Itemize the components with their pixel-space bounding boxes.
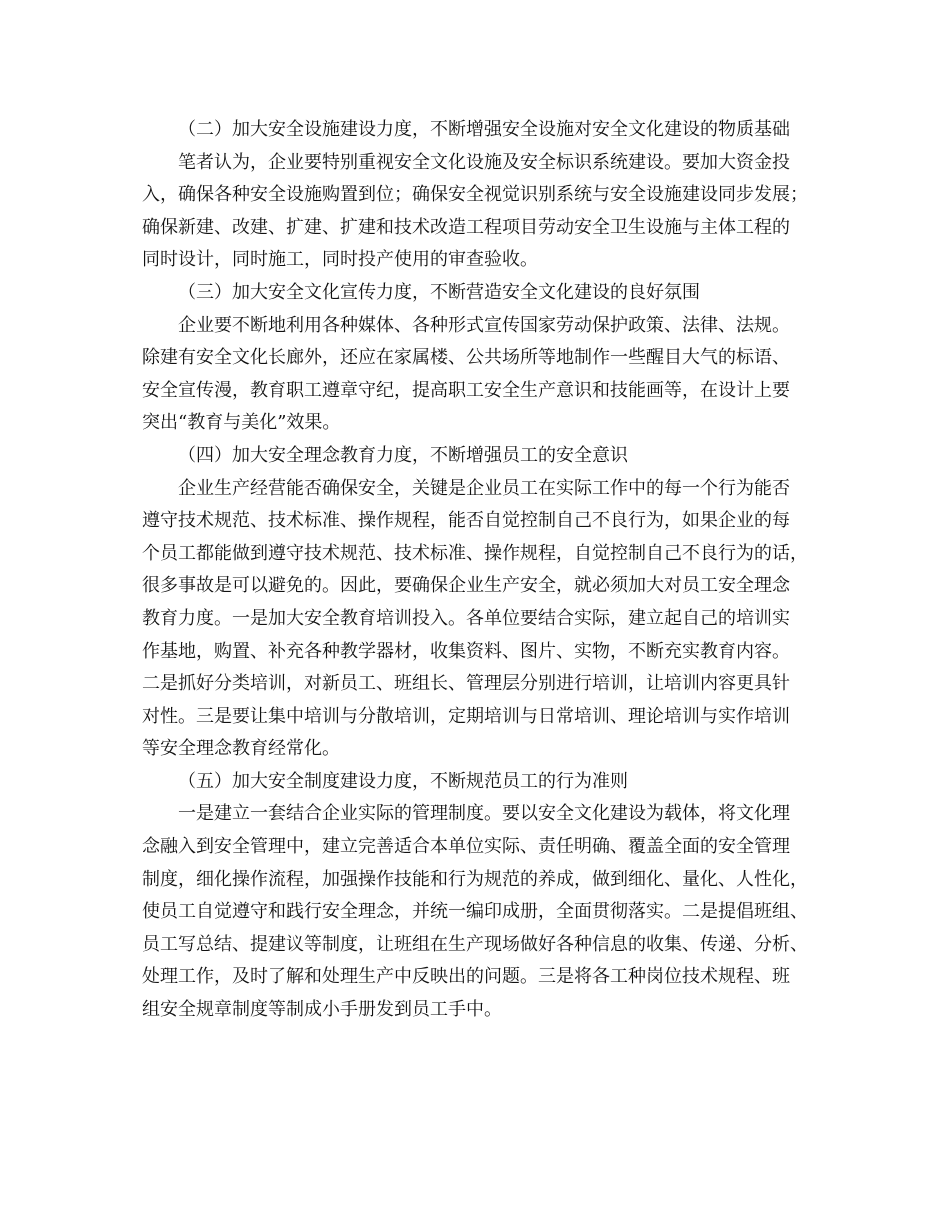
paragraph-line: 等安全理念教育经常化。	[142, 738, 340, 760]
section-heading: （二）加大安全设施建设力度，不断增强安全设施对安全文化建设的物质基础	[178, 119, 790, 140]
section-heading: （三）加大安全文化宣传力度，不断营造安全文化建设的良好氛围	[178, 281, 700, 303]
paragraph-line: 二是抓好分类培训，对新员工、班组长、管理层分别进行培训，让培训内容更具针	[142, 673, 790, 695]
paragraph-line: 企业要不断地利用各种媒体、各种形式宣传国家劳动保护政策、法律、法规。	[178, 314, 790, 336]
paragraph-line: 教育力度。一是加大安全教育培训投入。各单位要结合实际，建立起自己的培训实	[142, 607, 790, 629]
paragraph-line: 安全宣传漫，教育职工遵章守纪，提高职工安全生产意识和技能画等，在设计上要	[142, 379, 790, 401]
paragraph-line: 同时设计，同时施工，同时投产使用的审查验收。	[142, 249, 538, 271]
section-heading: （四）加大安全理念教育力度，不断增强员工的安全意识	[178, 444, 628, 466]
section-heading: （五）加大安全制度建设力度，不断规范员工的行为准则	[178, 770, 628, 792]
paragraph-line: 使员工自觉遵守和践行安全理念，并统一编印成册，全面贯彻落实。二是提倡班组、	[142, 901, 808, 923]
paragraph-line: 确保新建、改建、扩建、扩建和技术改造工程项目劳动安全卫生设施与主体工程的	[142, 216, 790, 238]
paragraph-line: 很多事故是可以避免的。因此，要确保企业生产安全，就必须加大对员工安全理念	[142, 575, 790, 597]
paragraph-line: 企业生产经营能否确保安全，关键是企业员工在实际工作中的每一个行为能否	[178, 477, 790, 499]
paragraph-line: 处理工作，及时了解和处理生产中反映出的问题。三是将各工种岗位技术规程、班	[142, 966, 790, 988]
paragraph-line: 突出“教育与美化”效果。	[142, 412, 341, 434]
paragraph-line: 除建有安全文化长廊外，还应在家属楼、公共场所等地制作一些醒目大气的标语、	[142, 347, 790, 369]
paragraph-line: 制度，细化操作流程，加强操作技能和行为规范的养成，做到细化、量化、人性化，	[142, 868, 808, 890]
document-body	[142, 114, 814, 1027]
paragraph-line: 作基地，购置、补充各种教学器材，收集资料、图片、实物，不断充实教育内容。	[142, 640, 790, 662]
paragraph-line: 笔者认为，企业要特别重视安全文化设施及安全标识系统建设。要加大资金投	[178, 151, 790, 173]
paragraph-line: 个员工都能做到遵守技术规范、技术标准、操作规程，自觉控制自己不良行为的话，	[142, 542, 808, 564]
paragraph-line: 一是建立一套结合企业实际的管理制度。要以安全文化建设为载体，将文化理	[178, 803, 790, 825]
paragraph-line: 组安全规章制度等制成小手册发到员工手中。	[142, 999, 502, 1021]
paragraph-line: 入，确保各种安全设施购置到位；确保安全视觉识别系统与安全设施建设同步发展；	[142, 184, 808, 206]
paragraph-line: 念融入到安全管理中，建立完善适合本单位实际、责任明确、覆盖全面的安全管理	[142, 836, 790, 858]
paragraph-line: 对性。三是要让集中培训与分散培训，定期培训与日常培训、理论培训与实作培训	[142, 705, 790, 727]
paragraph-line: 员工写总结、提建议等制度，让班组在生产现场做好各种信息的收集、传递、分析、	[142, 933, 808, 955]
paragraph-line: 遵守技术规范、技术标准、操作规程，能否自觉控制自己不良行为，如果企业的每	[142, 510, 790, 532]
